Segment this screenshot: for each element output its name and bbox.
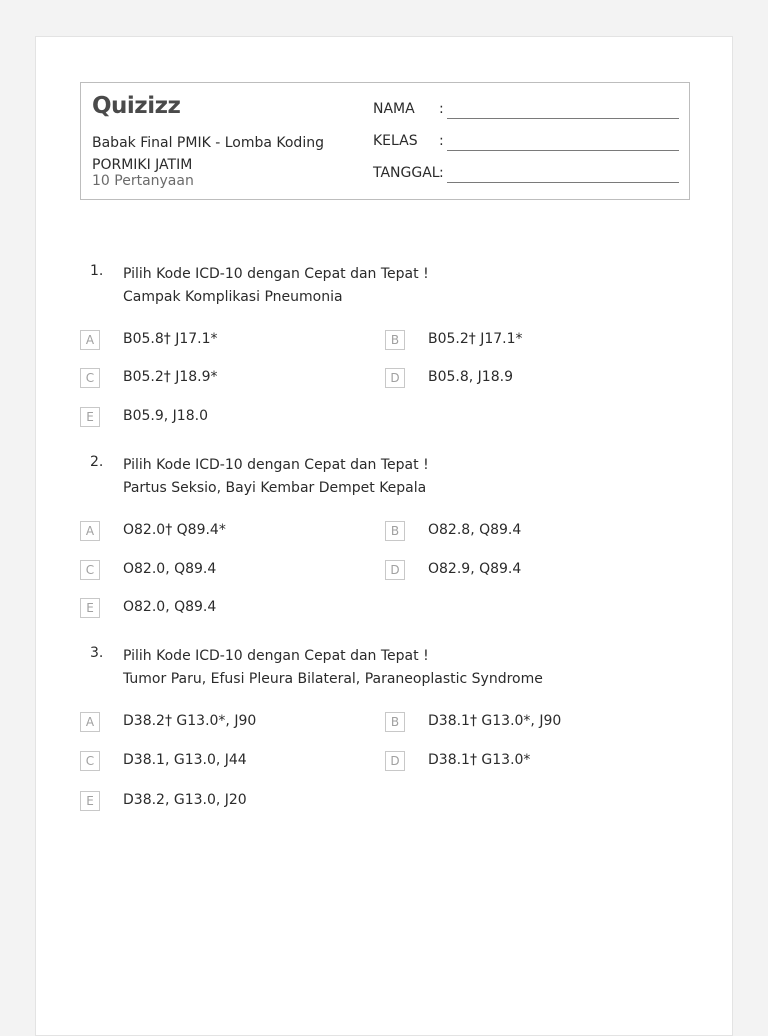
- worksheet-page: [35, 36, 733, 1036]
- option-text: O82.8, Q89.4: [428, 522, 522, 538]
- option-letter-box: D: [385, 560, 405, 580]
- question-prompt: Pilih Kode ICD-10 dengan Cepat dan Tepat ! Partus Seksio, Bayi Kembar Dempet Kepala: [123, 454, 429, 500]
- option-text: O82.0† Q89.4*: [123, 522, 226, 538]
- option-letter-box: C: [80, 560, 100, 580]
- option-text: B05.2† J18.9*: [123, 369, 218, 385]
- option-letter-box: E: [80, 407, 100, 427]
- option-letter-box: B: [385, 521, 405, 541]
- option-text: D38.1, G13.0, J44: [123, 752, 247, 768]
- question-number: 1.: [90, 263, 104, 279]
- question-count: 10 Pertanyaan: [92, 173, 194, 189]
- name-line: [447, 118, 679, 119]
- question-case: Partus Seksio, Bayi Kembar Dempet Kepala: [123, 480, 427, 496]
- option-letter-box: C: [80, 751, 100, 771]
- option-letter-box: A: [80, 330, 100, 350]
- class-field[interactable]: KELAS :: [373, 133, 447, 149]
- question-prompt: Pilih Kode ICD-10 dengan Cepat dan Tepat ! Campak Komplikasi Pneumonia: [123, 263, 429, 309]
- quizizz-logo: Quizizz: [92, 93, 181, 119]
- option-text: D38.2, G13.0, J20: [123, 792, 247, 808]
- option-text: O82.0, Q89.4: [123, 561, 217, 577]
- option-text: O82.9, Q89.4: [428, 561, 522, 577]
- date-field[interactable]: TANGGAL:: [373, 165, 447, 181]
- option-letter-box: D: [385, 751, 405, 771]
- option-text: B05.8, J18.9: [428, 369, 513, 385]
- quiz-title: Babak Final PMIK - Lomba Koding PORMIKI JATIM: [92, 135, 324, 173]
- question-number: 2.: [90, 454, 104, 470]
- date-label: TANGGAL: [373, 165, 440, 181]
- option-letter-box: B: [385, 330, 405, 350]
- option-letter-box: A: [80, 712, 100, 732]
- option-text: B05.9, J18.0: [123, 408, 208, 424]
- option-text: O82.0, Q89.4: [123, 599, 217, 615]
- option-letter-box: E: [80, 791, 100, 811]
- class-label: KELAS: [373, 133, 418, 149]
- name-label: NAMA: [373, 101, 415, 117]
- option-letter-box: D: [385, 368, 405, 388]
- option-text: D38.1† G13.0*, J90: [428, 713, 562, 729]
- question-number: 3.: [90, 645, 104, 661]
- question-case: Campak Komplikasi Pneumonia: [123, 289, 343, 305]
- option-text: B05.2† J17.1*: [428, 331, 523, 347]
- option-letter-box: A: [80, 521, 100, 541]
- option-text: D38.2† G13.0*, J90: [123, 713, 257, 729]
- option-text: B05.8† J17.1*: [123, 331, 218, 347]
- option-text: D38.1† G13.0*: [428, 752, 531, 768]
- option-letter-box: C: [80, 368, 100, 388]
- class-line: [447, 150, 679, 151]
- worksheet-header: [80, 82, 690, 200]
- question-prompt: Pilih Kode ICD-10 dengan Cepat dan Tepat ! Tumor Paru, Efusi Pleura Bilateral, Paraneoplastic Syndrome: [123, 645, 543, 691]
- option-letter-box: B: [385, 712, 405, 732]
- name-field[interactable]: NAMA :: [373, 101, 447, 117]
- date-line: [447, 182, 679, 183]
- question-case: Tumor Paru, Efusi Pleura Bilateral, Paraneoplastic Syndrome: [123, 671, 543, 687]
- option-letter-box: E: [80, 598, 100, 618]
